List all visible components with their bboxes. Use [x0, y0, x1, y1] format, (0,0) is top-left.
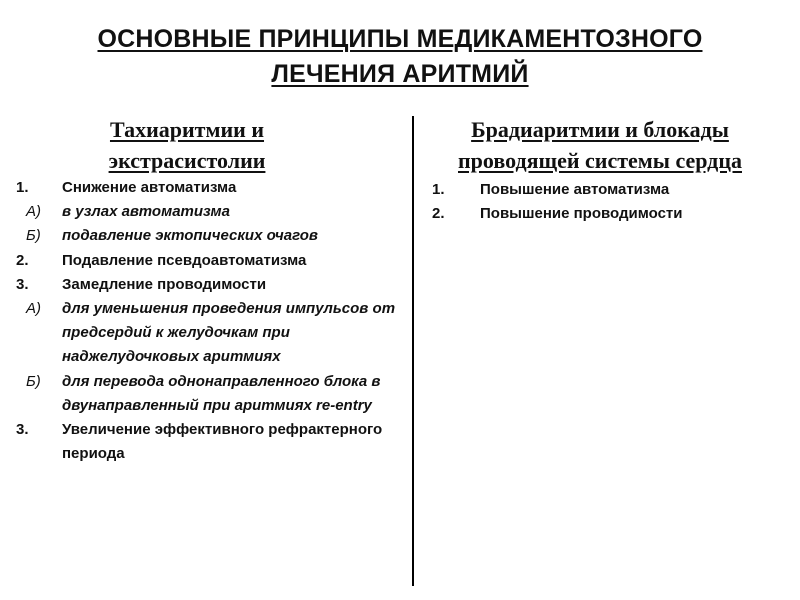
list-item-marker: Б) — [26, 372, 41, 390]
list-item — [16, 249, 396, 273]
list-subitem — [16, 370, 396, 418]
list-item-marker: А) — [26, 203, 41, 221]
list-item — [16, 273, 396, 297]
column-divider — [412, 116, 414, 586]
list-subitem — [16, 224, 396, 248]
list-subitem — [16, 297, 396, 370]
list-item-text: в узлах автоматизма — [62, 203, 230, 221]
left-column-heading-line: Тахиаритмии и — [109, 117, 265, 142]
slide-title — [0, 22, 800, 92]
list-item-marker: А) — [26, 300, 41, 318]
left-column-heading — [52, 114, 322, 176]
list-item-marker: 2. — [432, 205, 445, 223]
list-item-marker: 1. — [432, 181, 445, 198]
slide-title-line: ЛЕЧЕНИЯ АРИТМИЙ — [271, 60, 529, 88]
list-item — [16, 418, 396, 466]
list-item-text: Замедление проводимости — [62, 275, 267, 293]
list-item-marker: 2. — [16, 251, 29, 269]
slide-title-line: ОСНОВНЫЕ ПРИНЦИПЫ МЕДИКАМЕНТОЗНОГО — [97, 25, 703, 53]
right-column-list — [432, 178, 782, 226]
list-item-text: для перевода однонаправленного блока в двунаправленный при аритмиях re-entry — [62, 372, 381, 414]
list-item-text: Увеличение эффективного рефрактерного периода — [62, 421, 383, 463]
list-item-marker: 3. — [16, 421, 29, 439]
list-item-text: Снижение автоматизма — [62, 179, 237, 196]
list-item-text: Повышение проводимости — [480, 205, 683, 223]
list-item-marker: Б) — [26, 227, 41, 245]
left-column-list — [16, 176, 396, 466]
list-item — [432, 202, 782, 226]
list-item-text: Повышение автоматизма — [480, 181, 670, 198]
list-item — [16, 176, 396, 200]
list-item-text: Подавление псевдоавтоматизма — [62, 251, 307, 269]
list-item-text: для уменьшения проведения импульсов от предсердий к желудочкам при наджелудочковых аритмиях — [62, 300, 396, 366]
list-item-marker: 1. — [16, 179, 29, 196]
left-column-heading-line: экстрасистолии — [108, 148, 266, 173]
list-item — [432, 178, 782, 202]
right-column-heading — [420, 114, 780, 176]
list-item-marker: 3. — [16, 275, 29, 293]
right-column-heading-line: Брадиаритмии и блокады — [471, 117, 729, 142]
right-column-heading-line: проводящей системы сердца — [458, 148, 742, 173]
list-item-text: подавление эктопических очагов — [62, 227, 318, 245]
list-subitem — [16, 200, 396, 224]
